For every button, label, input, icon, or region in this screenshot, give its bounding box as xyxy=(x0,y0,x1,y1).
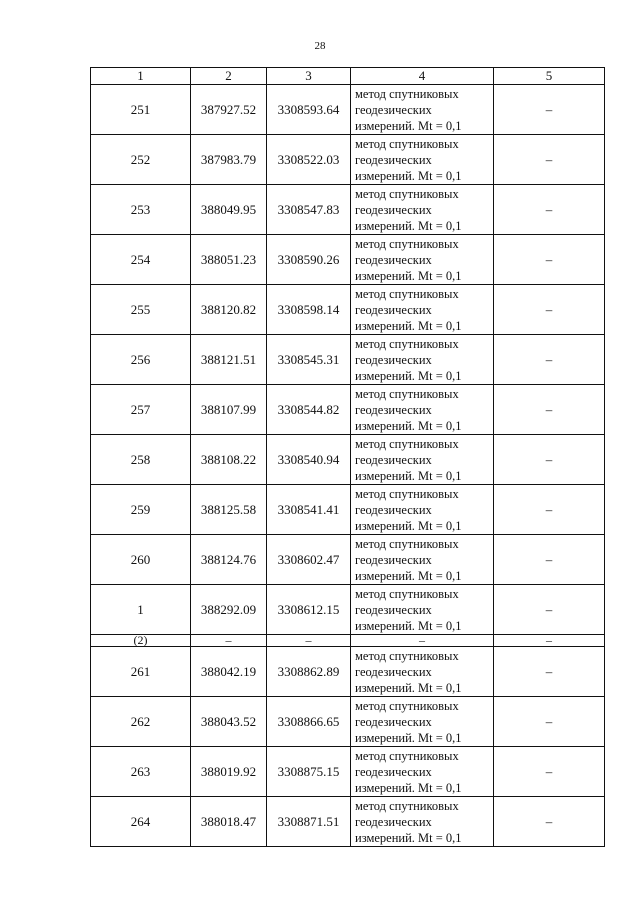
y-coordinate-cell: 3308602.47 xyxy=(267,535,351,585)
x-coordinate-cell: 388018.47 xyxy=(191,797,267,847)
y-coordinate-cell: 3308545.31 xyxy=(267,335,351,385)
note-cell: – xyxy=(494,385,605,435)
column-header: 1 xyxy=(91,68,191,85)
table-row xyxy=(91,797,605,847)
point-number-cell: 257 xyxy=(91,385,191,435)
y-coordinate-cell: 3308866.65 xyxy=(267,697,351,747)
y-coordinate-cell: 3308547.83 xyxy=(267,185,351,235)
method-cell: метод спутниковых геодезических измерений. Mt = 0,1 xyxy=(351,747,494,797)
y-coordinate-cell: 3308590.26 xyxy=(267,235,351,285)
point-number-cell: 258 xyxy=(91,435,191,485)
table-row xyxy=(91,747,605,797)
y-coordinate-cell: 3308593.64 xyxy=(267,85,351,135)
point-number-cell: 256 xyxy=(91,335,191,385)
x-coordinate-cell: 388124.76 xyxy=(191,535,267,585)
point-number-cell: 261 xyxy=(91,647,191,697)
point-number-cell: 252 xyxy=(91,135,191,185)
method-cell: метод спутниковых геодезических измерений. Mt = 0,1 xyxy=(351,435,494,485)
point-number-cell: 251 xyxy=(91,85,191,135)
method-cell: метод спутниковых геодезических измерений. Mt = 0,1 xyxy=(351,385,494,435)
point-number-cell: 1 xyxy=(91,585,191,635)
x-coordinate-cell: 388125.58 xyxy=(191,485,267,535)
table-row xyxy=(91,485,605,535)
note-cell: – xyxy=(494,585,605,635)
table-row xyxy=(91,135,605,185)
table-row xyxy=(91,185,605,235)
point-number-cell: 254 xyxy=(91,235,191,285)
method-cell: метод спутниковых геодезических измерений. Mt = 0,1 xyxy=(351,485,494,535)
point-number-cell: 264 xyxy=(91,797,191,847)
x-coordinate-cell: 388049.95 xyxy=(191,185,267,235)
note-cell: – xyxy=(494,235,605,285)
x-coordinate-cell: 387983.79 xyxy=(191,135,267,185)
table-row xyxy=(91,535,605,585)
point-number-cell: 262 xyxy=(91,697,191,747)
note-cell: – xyxy=(494,485,605,535)
point-number-cell: 253 xyxy=(91,185,191,235)
method-cell: метод спутниковых геодезических измерений. Mt = 0,1 xyxy=(351,285,494,335)
table-row xyxy=(91,335,605,385)
table-header-row xyxy=(91,68,605,85)
column-header: 5 xyxy=(494,68,605,85)
note-cell: – xyxy=(494,697,605,747)
y-coordinate-cell: 3308540.94 xyxy=(267,435,351,485)
y-coordinate-cell: – xyxy=(267,635,351,647)
note-cell: – xyxy=(494,285,605,335)
x-coordinate-cell: 388107.99 xyxy=(191,385,267,435)
y-coordinate-cell: 3308544.82 xyxy=(267,385,351,435)
method-cell: метод спутниковых геодезических измерений. Mt = 0,1 xyxy=(351,697,494,747)
point-number-cell: 259 xyxy=(91,485,191,535)
table-row xyxy=(91,235,605,285)
point-number-cell: 263 xyxy=(91,747,191,797)
table-row xyxy=(91,435,605,485)
method-cell: метод спутниковых геодезических измерений. Mt = 0,1 xyxy=(351,585,494,635)
table-row xyxy=(91,585,605,635)
method-cell: метод спутниковых геодезических измерений. Mt = 0,1 xyxy=(351,797,494,847)
x-coordinate-cell: 388043.52 xyxy=(191,697,267,747)
method-cell: метод спутниковых геодезических измерений. Mt = 0,1 xyxy=(351,535,494,585)
x-coordinate-cell: 388051.23 xyxy=(191,235,267,285)
y-coordinate-cell: 3308612.15 xyxy=(267,585,351,635)
page-number: 28 xyxy=(314,40,326,52)
coordinates-table xyxy=(90,67,605,847)
table-row xyxy=(91,647,605,697)
note-cell: – xyxy=(494,135,605,185)
note-cell: – xyxy=(494,185,605,235)
y-coordinate-cell: 3308522.03 xyxy=(267,135,351,185)
y-coordinate-cell: 3308875.15 xyxy=(267,747,351,797)
x-coordinate-cell: 388019.92 xyxy=(191,747,267,797)
note-cell: – xyxy=(494,535,605,585)
y-coordinate-cell: 3308871.51 xyxy=(267,797,351,847)
x-coordinate-cell: 388121.51 xyxy=(191,335,267,385)
method-cell: метод спутниковых геодезических измерений. Mt = 0,1 xyxy=(351,135,494,185)
y-coordinate-cell: 3308541.41 xyxy=(267,485,351,535)
note-cell: – xyxy=(494,335,605,385)
note-cell: – xyxy=(494,85,605,135)
y-coordinate-cell: 3308862.89 xyxy=(267,647,351,697)
note-cell: – xyxy=(494,647,605,697)
column-header: 2 xyxy=(191,68,267,85)
x-coordinate-cell: 388120.82 xyxy=(191,285,267,335)
table-row xyxy=(91,697,605,747)
note-cell: – xyxy=(494,635,605,647)
method-cell: – xyxy=(351,635,494,647)
x-coordinate-cell: 388108.22 xyxy=(191,435,267,485)
x-coordinate-cell: 388042.19 xyxy=(191,647,267,697)
table-row xyxy=(91,85,605,135)
method-cell: метод спутниковых геодезических измерений. Mt = 0,1 xyxy=(351,185,494,235)
y-coordinate-cell: 3308598.14 xyxy=(267,285,351,335)
column-header: 4 xyxy=(351,68,494,85)
method-cell: метод спутниковых геодезических измерений. Mt = 0,1 xyxy=(351,335,494,385)
method-cell: метод спутниковых геодезических измерений. Mt = 0,1 xyxy=(351,235,494,285)
x-coordinate-cell: – xyxy=(191,635,267,647)
method-cell: метод спутниковых геодезических измерений. Mt = 0,1 xyxy=(351,647,494,697)
point-number-cell: 255 xyxy=(91,285,191,335)
note-cell: – xyxy=(494,797,605,847)
x-coordinate-cell: 387927.52 xyxy=(191,85,267,135)
contour-separator-row xyxy=(91,635,605,647)
point-number-cell: (2) xyxy=(91,635,191,647)
point-number-cell: 260 xyxy=(91,535,191,585)
note-cell: – xyxy=(494,747,605,797)
table-row xyxy=(91,385,605,435)
column-header: 3 xyxy=(267,68,351,85)
method-cell: метод спутниковых геодезических измерений. Mt = 0,1 xyxy=(351,85,494,135)
x-coordinate-cell: 388292.09 xyxy=(191,585,267,635)
note-cell: – xyxy=(494,435,605,485)
table-row xyxy=(91,285,605,335)
